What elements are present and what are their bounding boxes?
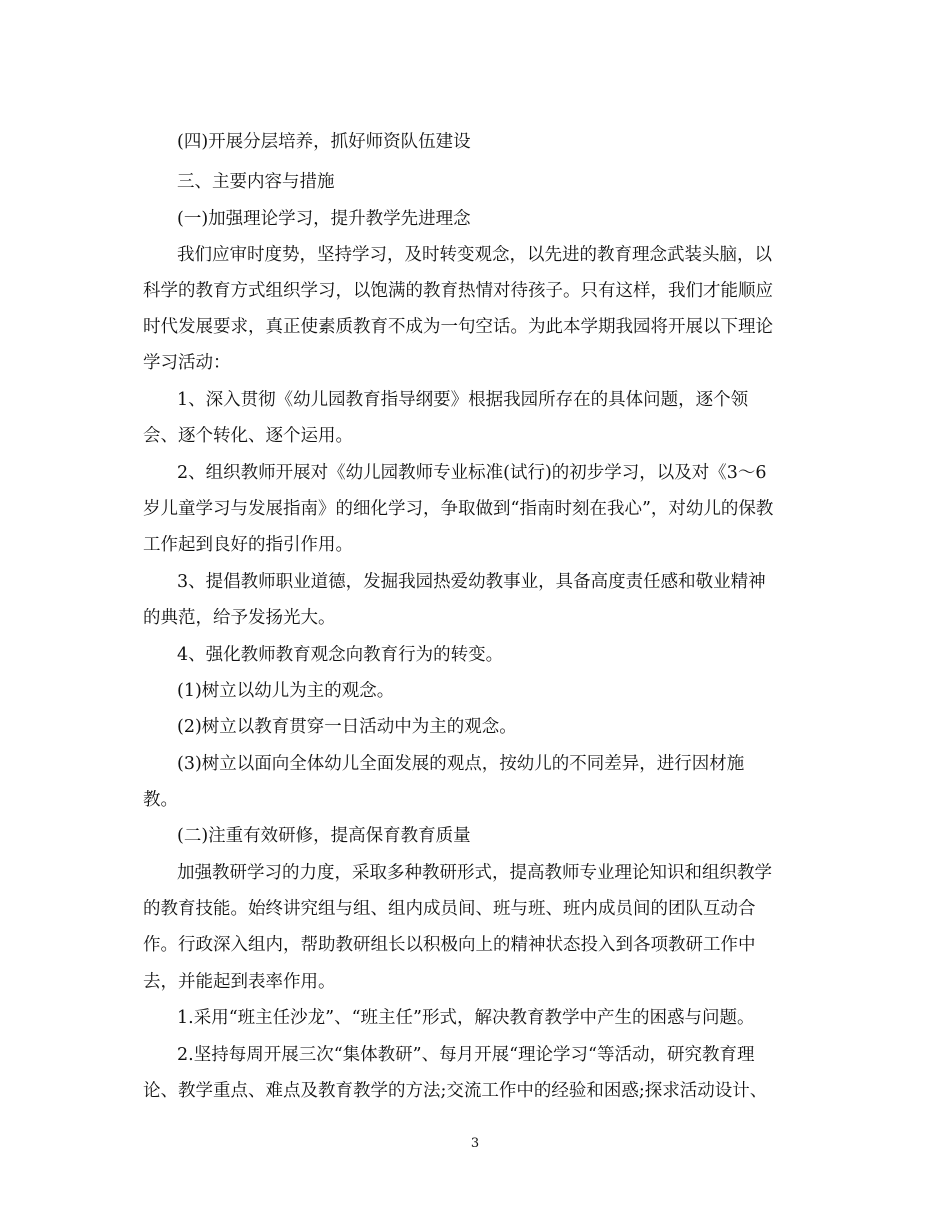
list-item-line: 1.采用“班主任沙龙”、“班主任”形式，解决教育教学中产生的困惑与问题。 bbox=[177, 1008, 755, 1028]
sub-list-item-line: (1)树立以幼儿为主的观念。 bbox=[177, 681, 395, 701]
sub-list-item-line: (3)树立以面向全体幼儿全面发展的观点，按幼儿的不同差异，进行因材施 bbox=[177, 754, 745, 774]
list-item-line: 4、强化教师教育观念向教育行为的转变。 bbox=[177, 645, 504, 665]
list-item-line: 的典范，给予发扬光大。 bbox=[143, 608, 336, 628]
paragraph-line: 的教育技能。始终讲究组与组、组内成员间、班与班、班内成员间的团队互动合 bbox=[143, 899, 756, 919]
section-heading: 三、主要内容与措施 bbox=[177, 172, 335, 192]
sub-list-item-line: (2)树立以教育贯穿一日活动中为主的观念。 bbox=[177, 717, 517, 737]
list-item-line: 2.坚持每周开展三次“集体教研”、每月开展“理论学习“等活动，研究教育理 bbox=[177, 1045, 755, 1065]
list-item-line: 岁儿童学习与发展指南》的细化学习，争取做到“指南时刻在我心”，对幼儿的保教 bbox=[143, 499, 774, 519]
list-item-line: 2、组织教师开展对《幼儿园教师专业标准(试行)的初步学习，以及对《3～6 bbox=[177, 463, 767, 483]
paragraph-line: 加强教研学习的力度，采取多种教研形式，提高教师专业理论知识和组织教学 bbox=[177, 863, 772, 883]
list-item-line: 1、深入贯彻《幼儿园教育指导纲要》根据我园所存在的具体问题，逐个领 bbox=[177, 390, 749, 410]
paragraph-line: 作。行政深入组内，帮助教研组长以积极向上的精神状态投入到各项教研工作中 bbox=[143, 935, 756, 955]
paragraph-line: 我们应审时度势，坚持学习，及时转变观念，以先进的教育理念武装头脑，以 bbox=[177, 245, 772, 265]
page-number: 3 bbox=[470, 1136, 480, 1151]
subsection-heading: (一)加强理论学习，提升教学先进理念 bbox=[177, 209, 471, 229]
paragraph-line: 时代发展要求，真正使素质教育不成为一句空话。为此本学期我园将开展以下理论 bbox=[143, 317, 773, 337]
section-heading: (四)开展分层培养，抓好师资队伍建设 bbox=[177, 132, 471, 152]
list-item-line: 3、提倡教师职业道德，发掘我园热爱幼教事业，具备高度责任感和敬业精神 bbox=[177, 572, 766, 592]
list-item-line: 会、逐个转化、逐个运用。 bbox=[143, 426, 353, 446]
subsection-heading: (二)注重有效研修，提高保育教育质量 bbox=[177, 826, 471, 846]
paragraph-line: 学习活动： bbox=[143, 353, 231, 373]
list-item-line: 工作起到良好的指引作用。 bbox=[143, 535, 353, 555]
list-item-line: 论、教学重点、难点及教育教学的方法;交流工作中的经验和困惑;探求活动设计、 bbox=[143, 1081, 768, 1101]
paragraph-line: 科学的教育方式组织学习，以饱满的教育热情对待孩子。只有这样，我们才能顺应 bbox=[143, 281, 773, 301]
sub-list-item-line: 教。 bbox=[143, 790, 178, 810]
paragraph-line: 去，并能起到表率作用。 bbox=[143, 972, 336, 992]
